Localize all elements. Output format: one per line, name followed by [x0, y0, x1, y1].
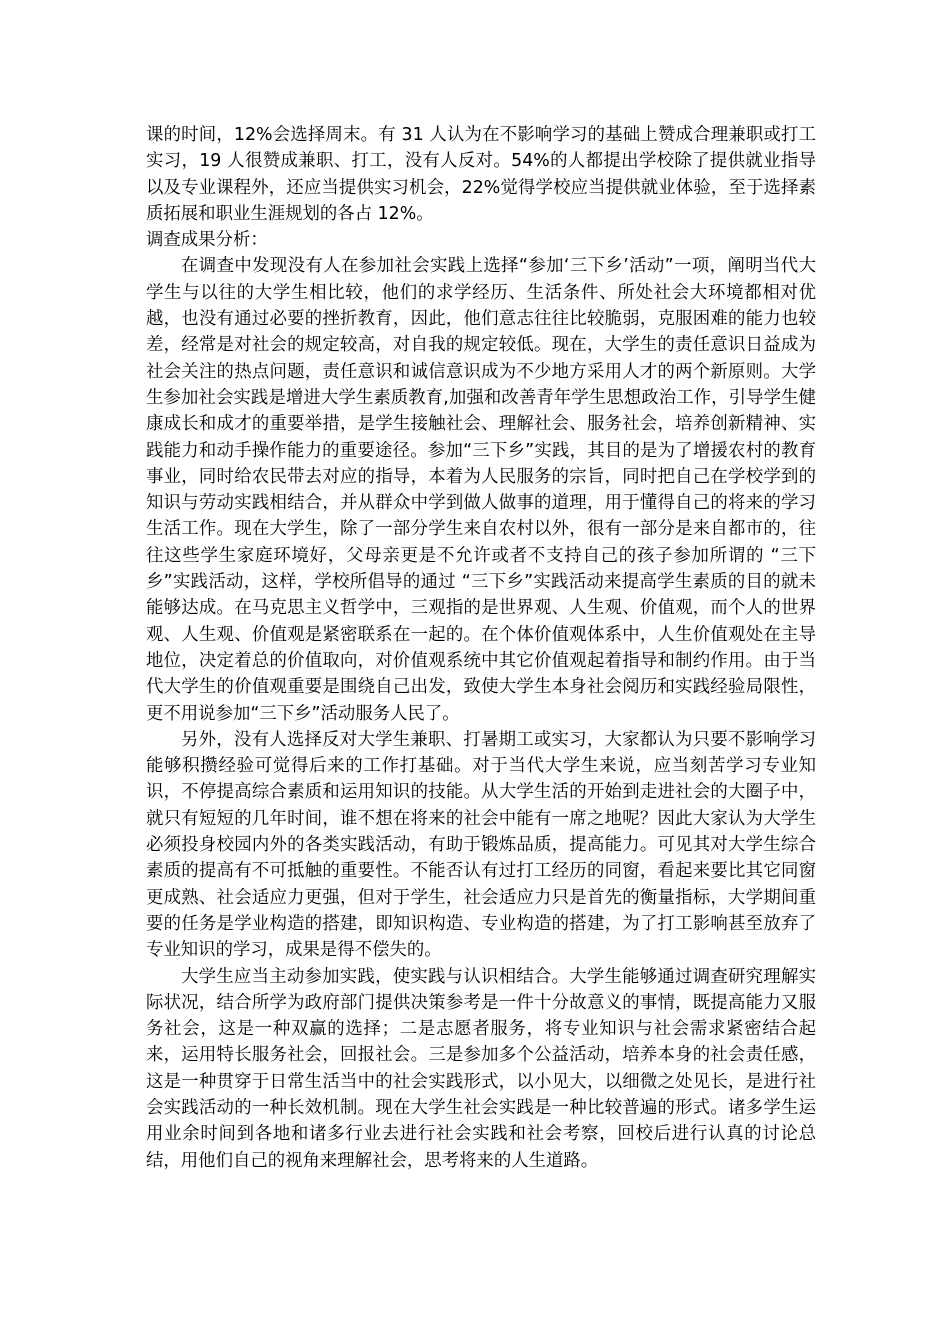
section-heading-analysis: 调查成果分析：: [146, 230, 268, 251]
paragraph-sanxiaxiang-analysis: 在调查中发现没有人在参加社会实践上选择“参加‘三下乡’活动”一项，阐明当代大学生与以往的大学生相比较，他们的求学经历、生活条件、所处社会大环境都相对优越，也没有通过必要的挫折教育，因此，他们意志往往比较脆弱，克服困难的能力也较差，经常是对社会的规定较高，对自我的规定较低。现在，大学生的责任意识日益成为社会关注的热点问题，责任意识和诚信意识成为不少地方采用人才的两个新原则。大学生参加社会实践是增进大学生素质教育,加强和改善青年学生思想政治工作，引导学生健康成长和成才的重要举措，是学生接触社会、理解社会、服务社会，培养创新精神、实践能力和动手操作能力的重要途径。参加“三下乡”实践，其目的是为了增援农村的教育事业，同时给农民带去对应的指导，本着为人民服务的宗旨，同时把自己在学校学到的知识与劳动实践相结合，并从群众中学到做人做事的道理，用于懂得自己的将来的学习生活工作。现在大学生，除了一部分学生来自农村以外，很有一部分是来自都市的，往往这些学生家庭环境好，父母亲更是不允许或者不支持自己的孩子参加所谓的 “三下乡”实践活动，这样，学校所倡导的通过 “三下乡”实践活动来提高学生素质的目的就未能够达成。在马克思主义哲学中，三观指的是世界观、人生观、价值观，而个人的世界观、人生观、价值观是紧密联系在一起的。在个体价值观体系中，人生价值观处在主导地位，决定着总的价值取向，对价值观系统中其它价值观起着指导和制约作用。由于当代大学生的价值观重要是围绕自己出发，致使大学生本身社会阅历和实践经验局限性，更不用说参加“三下乡”活动服务人民了。: [146, 256, 816, 724]
document-body: [146, 122, 816, 1174]
paragraph-part-time-work: 另外，没有人选择反对大学生兼职、打暑期工或实习，大家都认为只要不影响学习能够积攒经验可觉得后来的工作打基础。对于当代大学生来说，应当刻苦学习专业知识，不停提高综合素质和运用知识的技能。从大学生活的开始到走进社会的大圈子中，就只有短短的几年时间，谁不想在将来的社会中能有一席之地呢？因此大家认为大学生必须投身校园内外的各类实践活动，有助于锻炼品质，提高能力。可见其对大学生综合素质的提高有不可抵触的重要性。不能否认有过打工经历的同窗，看起来要比其它同窗更成熟、社会适应力更强，但对于学生，社会适应力只是首先的衡量指标，大学期间重要的任务是学业构造的搭建，即知识构造、专业构造的搭建，为了打工影响甚至放弃了专业知识的学习，成果是得不偿失的。: [146, 729, 816, 961]
paragraph-survey-results-continued: 课的时间，12%会选择周末。有 31 人认为在不影响学习的基础上赞成合理兼职或打工实习，19 人很赞成兼职、打工，没有人反对。54%的人都提出学校除了提供就业指导以及专业课程外，还应当提供实习机会，22%觉得学校应当提供就业体验，至于选择素质拓展和职业生涯规划的各占 12%。: [146, 125, 816, 224]
paragraph-active-practice: 大学生应当主动参加实践，使实践与认识相结合。大学生能够通过调查研究理解实际状况，结合所学为政府部门提供决策参考是一件十分故意义的事情，既提高能力又服务社会，这是一种双赢的选择；二是志愿者服务，将专业知识与社会需求紧密结合起来，运用特长服务社会，回报社会。三是参加多个公益活动，培养本身的社会责任感，这是一种贯穿于日常生活当中的社会实践形式，以小见大，以细微之处见长，是进行社会实践活动的一种长效机制。现在大学生社会实践是一种比较普遍的形式。诸多学生运用业余时间到各地和诸多行业去进行社会实践和社会考察，回校后进行认真的讨论总结，用他们自己的视角来理解社会，思考将来的人生道路。: [146, 966, 816, 1171]
